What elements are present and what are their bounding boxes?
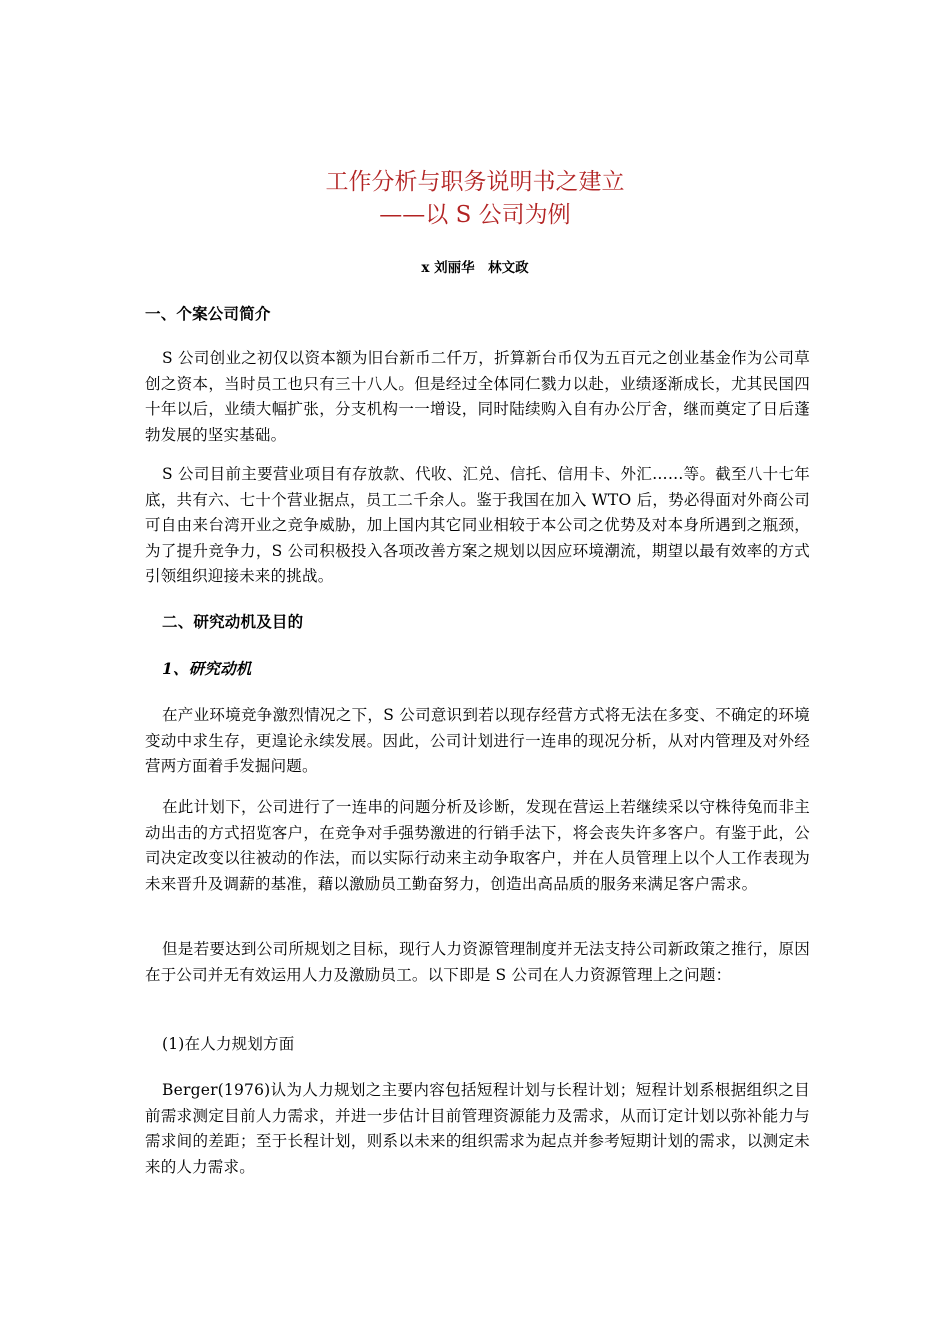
paragraph-text: Berger(1976)认为人力规划之主要内容包括短程计划与长程计划；短程计划系根据组织之目前需求测定目前人力需求，并进一步估计目前管理资源能力及需求，从而订定计划以弥补能力与需求间的差距；至于长程计划，则系以未来的组织需求为起点并参考短期计划的需求，以测定未来的人力需求。 (145, 1081, 810, 1176)
paragraph-text: S 公司创业之初仅以资本额为旧台新币二仟万，折算新台币仅为五百元之创业基金作为公司草创之资本，当时员工也只有三十八人。但是经过全体同仁戮力以赴，业绩逐渐成长，尤其民国四十年以后，业绩大幅扩张，分支机构一一增设，同时陆续购入自有办公厅舍，继而奠定了日后蓬勃发展的坚实基础。 (145, 349, 810, 444)
section2-heading: 二、研究动机及目的 (162, 612, 304, 631)
title-line-subtitle: ——以 S 公司为例 (379, 202, 571, 228)
list-item-manpower-planning: (1)在人力规划方面 (162, 1035, 295, 1053)
section2-subheading-motivation: 1、研究动机 (162, 659, 252, 678)
section2-heading-block (145, 609, 810, 635)
authors-line: x 刘丽华 林文政 (421, 260, 529, 276)
document-title (0, 166, 950, 232)
section2-item-1-block (145, 1032, 810, 1058)
section1-paragraph-1 (145, 346, 810, 448)
paragraph-text: S 公司目前主要营业项目有存放款、代收、汇兑、信托、信用卡、外汇……等。截至八十七年底，共有六、七十个营业据点，员工二千余人。鉴于我国在加入 WTO 后，势必得面对外商公司可自由来台湾开业之竞争威胁，加上国内其它同业相较于本公司之优势及对本身所遇到之瓶颈，为了提升竞争力，S 公司积极投入各项改善方案之规划以因应环境潮流，期望以最有效率的方式引领组织迎接未来的挑战。 (145, 465, 810, 585)
section2-paragraph-2 (145, 795, 810, 897)
section2-subheading-block (145, 656, 810, 682)
paragraph-text: 在此计划下，公司进行了一连串的问题分析及诊断，发现在营运上若继续采以守株待兔而非主动出击的方式招览客户，在竞争对手强势激进的行销手法下，将会丧失许多客户。有鉴于此，公司决定改变以往被动的作法，而以实际行动来主动争取客户，并在人员管理上以个人工作表现为未来晋升及调薪的基准，藉以激励员工勤奋努力，创造出高品质的服务来满足客户需求。 (145, 798, 810, 893)
paragraph-text: 在产业环境竞争激烈情况之下，S 公司意识到若以现存经营方式将无法在多变、不确定的环境变动中求生存，更遑论永续发展。因此，公司计划进行一连串的现况分析，从对内管理及对外经营两方面着手发掘问题。 (145, 706, 810, 775)
section2-paragraph-4 (145, 1078, 810, 1180)
title-line-main: 工作分析与职务说明书之建立 (325, 169, 625, 195)
paragraph-text: 但是若要达到公司所规划之目标，现行人力资源管理制度并无法支持公司新政策之推行，原因在于公司并无有效运用人力及激励员工。以下即是 S 公司在人力资源管理上之问题： (145, 940, 810, 984)
section2-paragraph-1 (145, 703, 810, 780)
section2-paragraph-3 (145, 937, 810, 988)
section1-heading: 一、个案公司简介 (145, 304, 271, 323)
section1-heading-block (145, 301, 810, 327)
section1-paragraph-2 (145, 462, 810, 590)
